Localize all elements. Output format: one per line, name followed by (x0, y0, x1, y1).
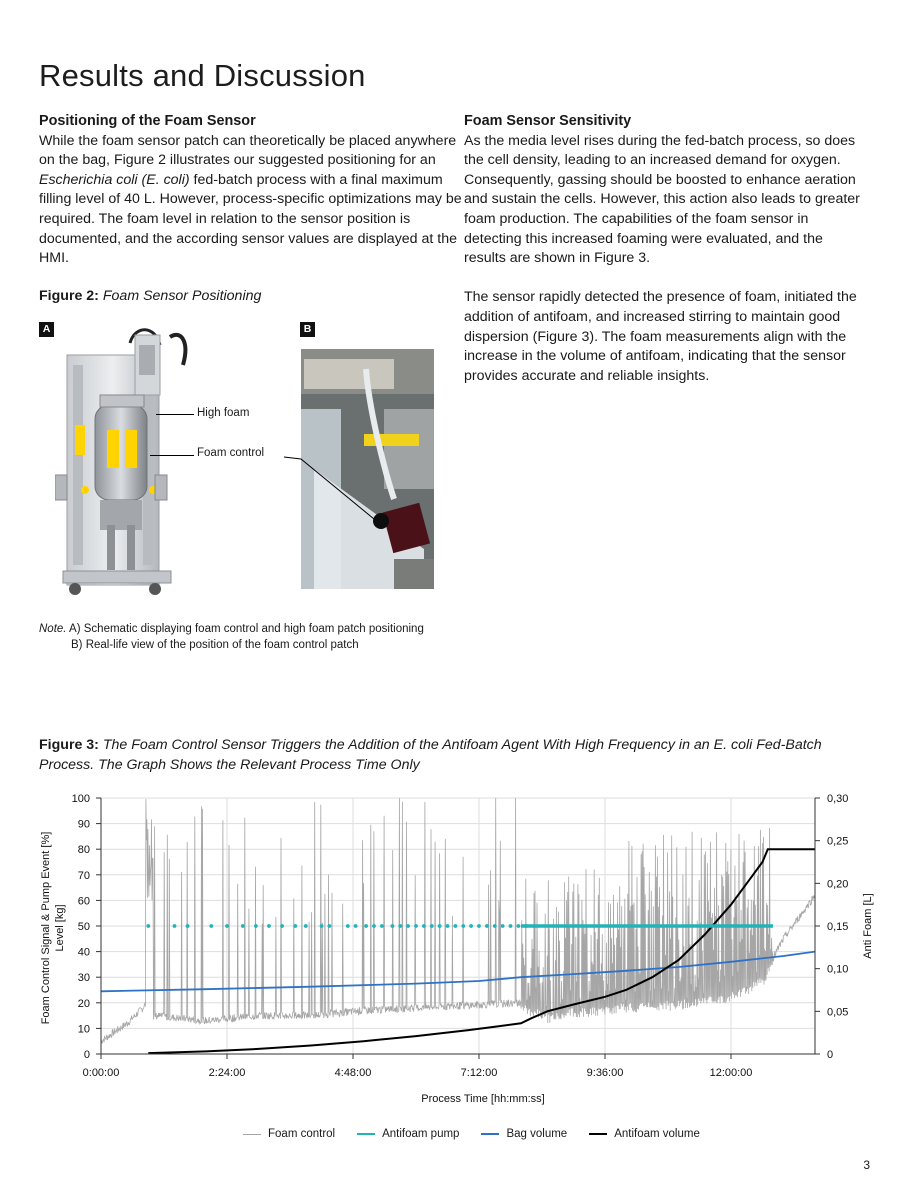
figure3-title: The Foam Control Sensor Triggers the Addition of the Antifoam Agent With High Frequency in an E. coli Fed-Batch Process. The Graph Shows the Relevant Process Time Only (39, 737, 822, 773)
left-column (39, 112, 464, 269)
y-tick-label-left: 90 (77, 818, 90, 831)
antifoam-pump-event (391, 924, 395, 928)
antifoam-pump-event (328, 924, 332, 928)
legend-swatch-foam (243, 1134, 261, 1135)
y-tick-label-right: 0,05 (827, 1006, 849, 1019)
y-tick-label-left: 30 (77, 972, 90, 985)
panel-a-label: A (39, 322, 54, 337)
antifoam-pump-event (372, 924, 376, 928)
y-tick-label-left: 0 (83, 1049, 90, 1061)
legend-label-bag: Bag volume (506, 1128, 568, 1140)
legend-swatch-antifoam (589, 1133, 607, 1135)
chart-legend (243, 1128, 700, 1140)
antifoam-pump-event (430, 924, 434, 928)
page-number: 3 (863, 1158, 870, 1172)
antifoam-pump-event (493, 924, 497, 928)
antifoam-pump-event (293, 924, 297, 928)
y-tick-label-left: 100 (71, 793, 90, 805)
legend-foam-control (243, 1128, 335, 1140)
chart-axes (72, 793, 849, 1079)
antifoam-pump-event (517, 924, 521, 928)
y-axis-label-left-2: Level [kg] (54, 904, 66, 952)
page-title: Results and Discussion (39, 58, 366, 93)
y-tick-label-right: 0,30 (827, 793, 849, 805)
antifoam-pump-event (380, 924, 384, 928)
antifoam-pump-event (454, 924, 458, 928)
figure2-caption (39, 288, 261, 304)
figure2-label: Figure 2: (39, 288, 99, 304)
antifoam-pump-event (501, 924, 505, 928)
legend-label-foam: Foam control (268, 1128, 336, 1140)
foam-control-chart (0, 785, 910, 1115)
right-paragraph-2: The sensor rapidly detected the presence of foam, initiated the addition of antifoam, and increased stirring to maintain good dispersion (Figure 3). The foam measurements align with the increase in the volume of antifoam, indicating that the sensor provides accurate and reliable insights. (464, 289, 857, 384)
figure2-title: Foam Sensor Positioning (102, 288, 262, 304)
antifoam-pump-event (209, 924, 213, 928)
y-tick-label-left: 20 (77, 997, 90, 1010)
panel-b-label: B (300, 322, 315, 337)
y-tick-label-left: 80 (77, 844, 90, 857)
x-tick-label: 2:24:00 (208, 1067, 246, 1079)
legend-swatch-bag (481, 1133, 499, 1135)
antifoam-pump-event (364, 924, 368, 928)
legend-label-antifoam: Antifoam volume (614, 1128, 700, 1140)
y-tick-label-right: 0,20 (827, 878, 849, 891)
y-tick-label-left: 10 (77, 1023, 90, 1036)
x-tick-label: 0:00:00 (82, 1067, 120, 1079)
antifoam-pump-event (477, 924, 481, 928)
high-foam-callout-line (156, 414, 194, 415)
antifoam-pump-event (414, 924, 418, 928)
x-axis-label: Process Time [hh:mm:ss] (421, 1093, 545, 1105)
antifoam-pump-event (280, 924, 284, 928)
x-tick-label: 9:36:00 (586, 1067, 624, 1079)
antifoam-pump-event (346, 924, 350, 928)
antifoam-pump-event (509, 924, 513, 928)
left-heading: Positioning of the Foam Sensor (39, 113, 256, 129)
y-tick-label-left: 50 (77, 921, 90, 933)
antifoam-pump-event (438, 924, 442, 928)
antifoam-pump-event (241, 924, 245, 928)
legend-antifoam-volume (589, 1128, 700, 1140)
legend-label-pump: Antifoam pump (382, 1128, 460, 1140)
foam-control-label: Foam control (197, 447, 265, 459)
figure3-caption (39, 736, 879, 775)
legend-bag-volume (481, 1128, 567, 1140)
antifoam-pump-event (354, 924, 358, 928)
left-text-italic: Escherichia coli (E. coli) (39, 171, 190, 188)
antifoam-pump-event (320, 924, 324, 928)
y-tick-label-right: 0,15 (827, 921, 849, 933)
series-foam-control (101, 798, 815, 1044)
antifoam-pump-event (304, 924, 308, 928)
high-foam-label: High foam (197, 407, 250, 419)
antifoam-pump-event (225, 924, 229, 928)
note-line-1 (39, 621, 424, 637)
antifoam-pump-event (398, 924, 402, 928)
x-tick-label: 4:48:00 (334, 1067, 372, 1079)
foam-control-callout-line (150, 455, 194, 456)
legend-antifoam-pump (357, 1128, 459, 1140)
note-text-1: A) Schematic displaying foam control and high foam patch positioning (66, 623, 424, 635)
antifoam-pump-event (254, 924, 258, 928)
note-label: Note. (39, 623, 67, 635)
note-line-2: B) Real-life view of the position of the foam control patch (71, 639, 359, 651)
y-tick-label-left: 70 (77, 869, 90, 882)
x-tick-label: 12:00:00 (709, 1067, 753, 1079)
left-text-2: fed-batch process with a final maximum filling level of 40 L. However, process-specific optimizations may be required. The foam level in relation to the sensor position is documented, and the according sensor values are displayed at the HMI. (39, 171, 462, 267)
y-tick-label-right: 0,25 (827, 835, 849, 848)
antifoam-pump-event (446, 924, 450, 928)
left-paragraph (39, 132, 464, 269)
figure3-label: Figure 3: (39, 737, 99, 753)
antifoam-pump-event (406, 924, 410, 928)
antifoam-pump-event (186, 924, 190, 928)
antifoam-pump-event (146, 924, 150, 928)
y-tick-label-right: 0 (827, 1049, 834, 1061)
antifoam-pump-event (469, 924, 473, 928)
foam-control-line (101, 798, 815, 1044)
x-tick-label: 7:12:00 (460, 1067, 498, 1079)
antifoam-pump-event (485, 924, 489, 928)
left-text-1: While the foam sensor patch can theoretically be placed anywhere on the bag, Figure 2 illustrates our suggested positioning for an (39, 132, 457, 169)
right-paragraph-1: As the media level rises during the fed-batch process, so does the cell density, leading to an increased demand for oxygen. Consequently, gassing should be boosted to enhance aeration and sustain the cells. However, this action also leads to greater foam production. The capabilities of the foam sensor in detecting this increased foaming were evaluated, and the results are shown in Figure 3. (464, 132, 860, 267)
antifoam-pump-event (267, 924, 271, 928)
bioreactor-illustration (55, 325, 225, 605)
antifoam-pump-event (422, 924, 426, 928)
foam-patch-photo (274, 349, 434, 589)
y-tick-label-left: 40 (77, 946, 90, 959)
antifoam-pump-event (461, 924, 465, 928)
antifoam-pump-event (173, 924, 177, 928)
y-tick-label-left: 60 (77, 895, 90, 908)
y-axis-label-left: Foam Control Signal & Pump Event [%] (40, 831, 52, 1025)
right-column (464, 112, 864, 386)
y-axis-label-right: Anti Foam [L] (862, 893, 874, 959)
legend-swatch-pump (357, 1133, 375, 1135)
y-tick-label-right: 0,10 (827, 963, 849, 976)
figure2-note (39, 621, 424, 653)
right-heading: Foam Sensor Sensitivity (464, 113, 632, 129)
